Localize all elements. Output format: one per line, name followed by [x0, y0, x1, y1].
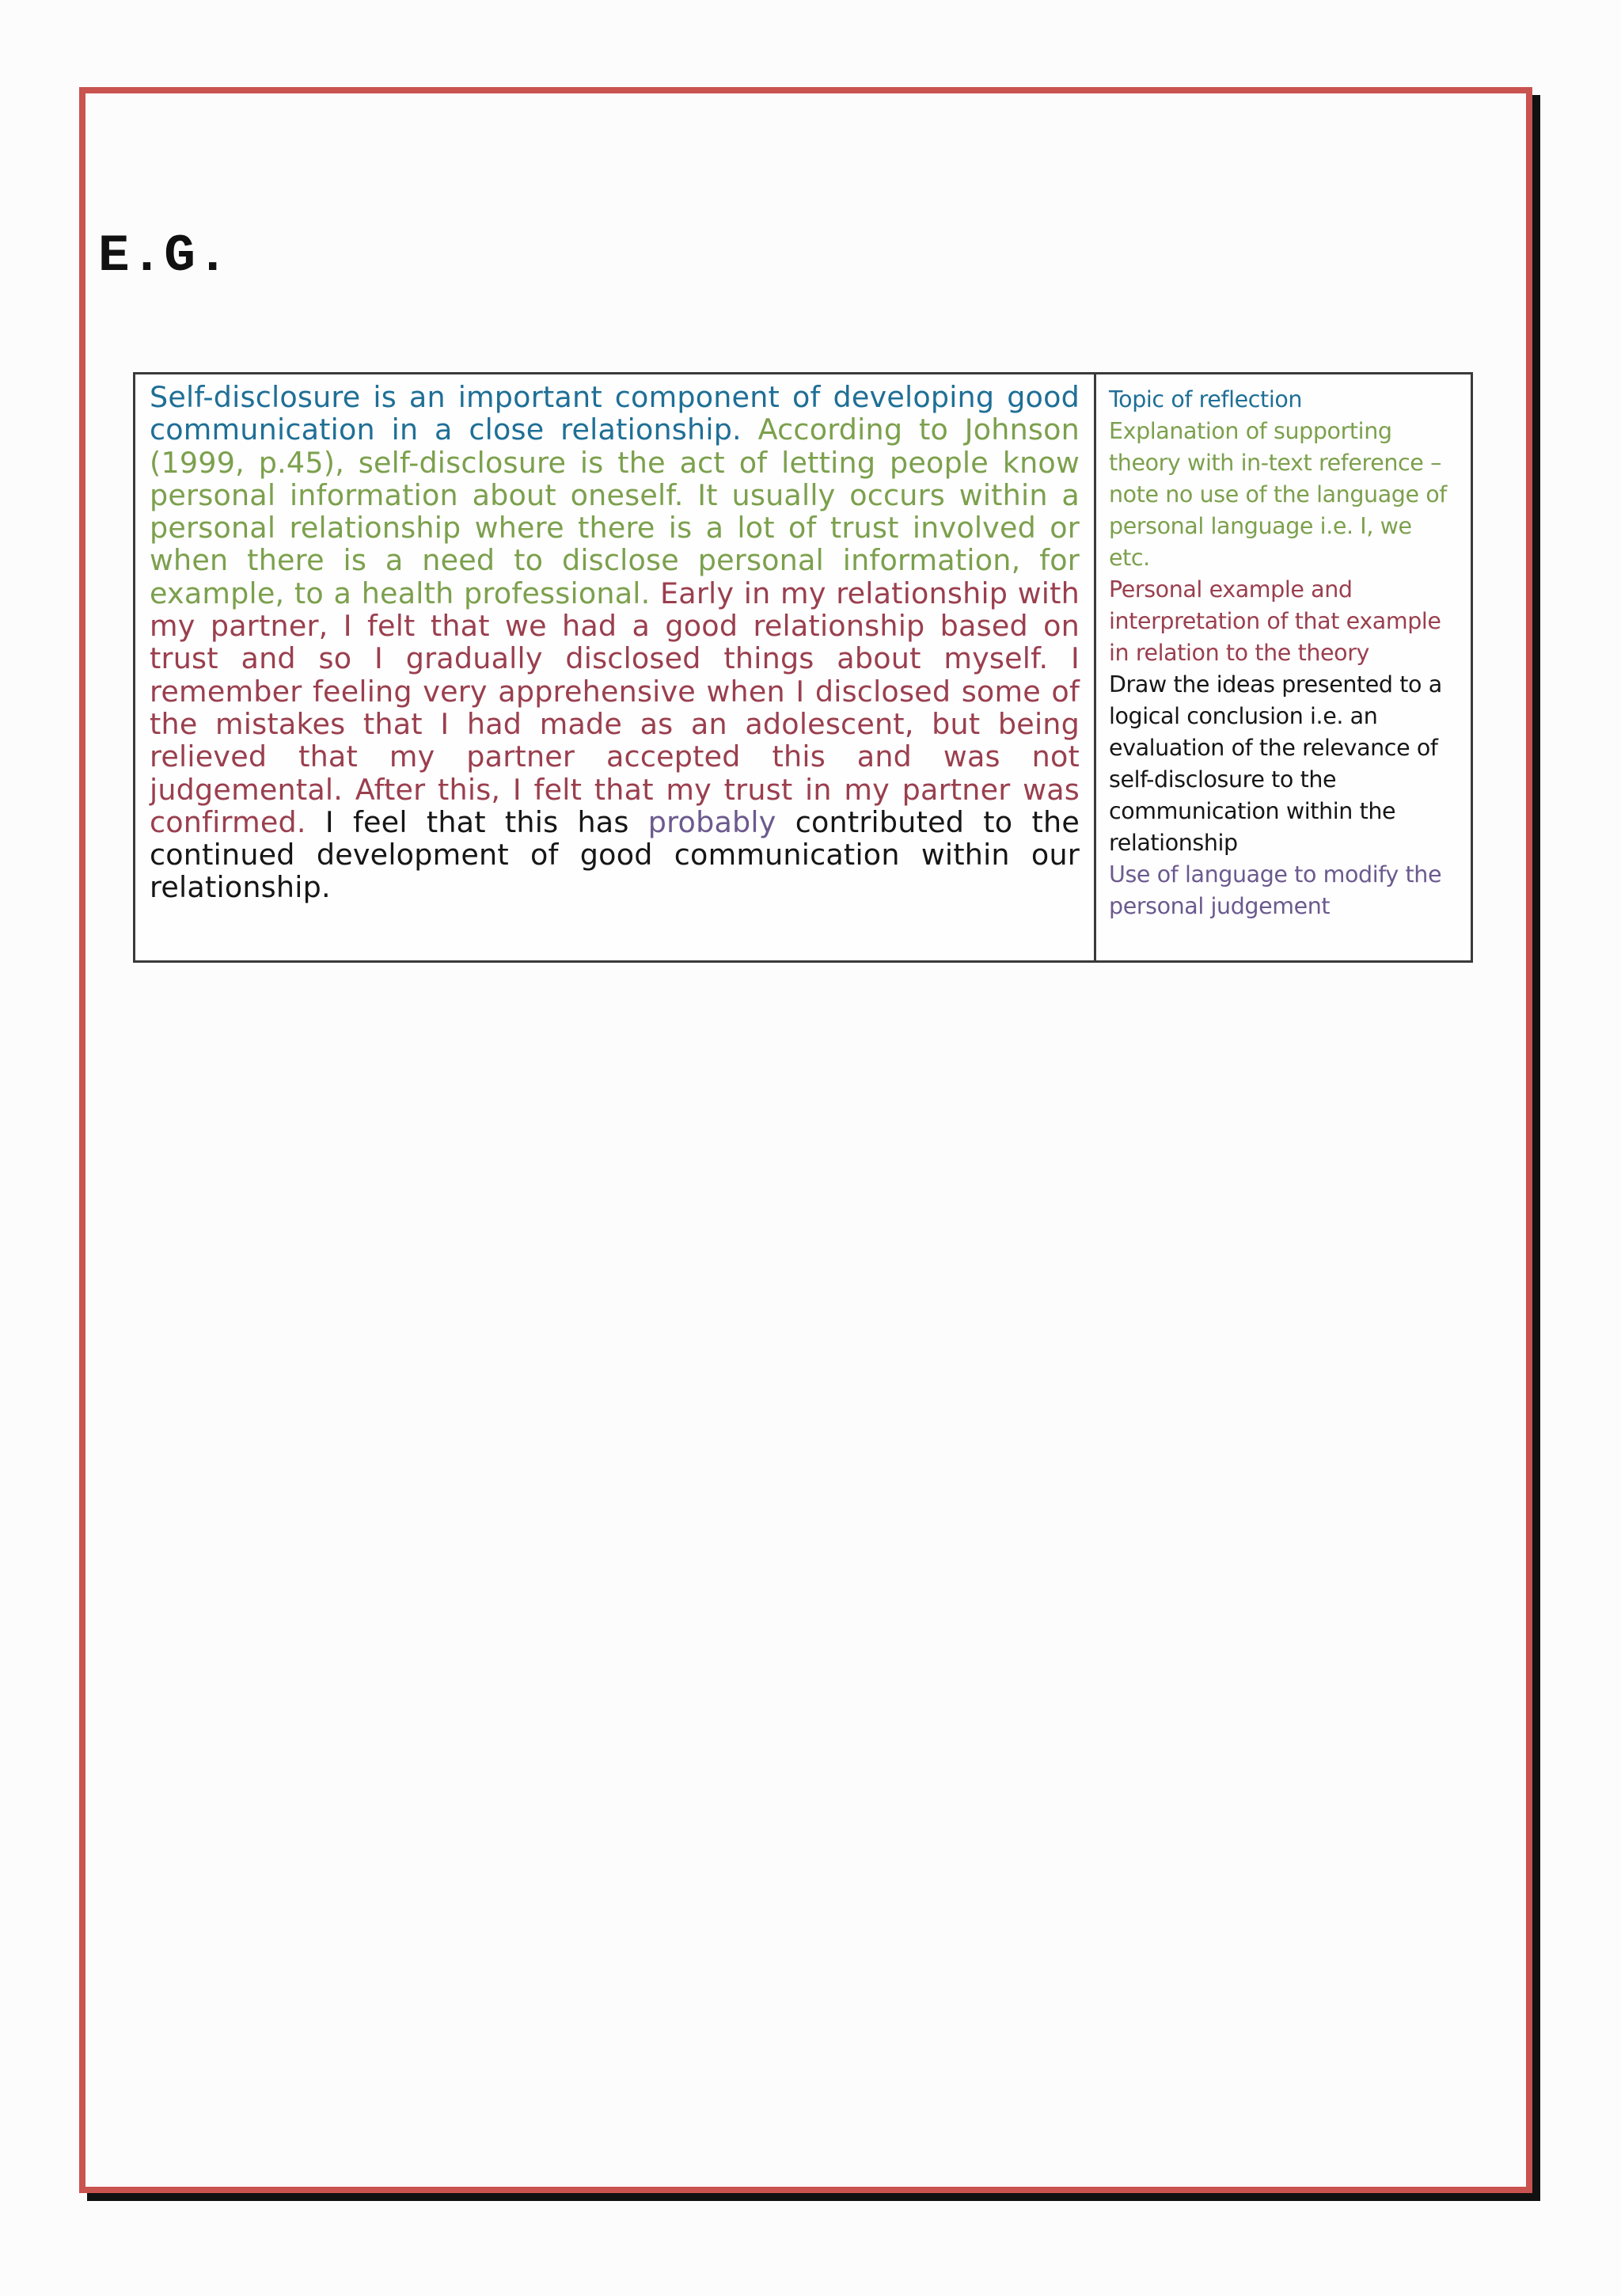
annotation-conclusion: Draw the ideas presented to a logical conclusion i.e. an evaluation of the relevance of self-disclosure to the communication within the relationship — [1109, 671, 1442, 856]
personal-example: Early in my relationship with my partner, I felt that we had a good relationship based on trust and so I gradually disclosed things about myself. I remember feeling very apprehensive when I disclosed some of the mistakes that I had made as an adolescent, but being relieved that my partner accepted this and was not judgemental. After this, I felt that my trust in my partner was confirmed. — [150, 576, 1080, 839]
reflection-paragraph — [135, 374, 1096, 960]
annotation-topic: Topic of reflection — [1109, 386, 1303, 412]
example-table — [133, 372, 1473, 963]
conclusion-start: I feel that this has — [325, 804, 629, 839]
theory-text: According to Johnson (1999, p.45), self-disclosure is the act of letting people know personal information about oneself. It usually occurs within a personal relationship where there is a lot of trust involved or when there is a need to disclose personal information, for example, to a health professional. — [150, 412, 1080, 610]
heading: E.G. — [98, 226, 230, 286]
topic-sentence: Self-disclosure is an important component of developing good communication in a close relationship. — [150, 380, 1080, 447]
annotation-column — [1096, 374, 1471, 960]
annotation-personal: Personal example and interpretation of that example in relation to the theory — [1109, 576, 1441, 666]
annotation-theory: Explanation of supporting theory with in-text reference – note no use of the language of personal language i.e. I, we etc. — [1109, 418, 1447, 571]
conclusion-end: contributed to the continued development of good communication within our relationship. — [150, 804, 1080, 905]
modifier-word: probably — [647, 804, 776, 839]
annotation-modify: Use of language to modify the personal judgement — [1109, 861, 1442, 919]
